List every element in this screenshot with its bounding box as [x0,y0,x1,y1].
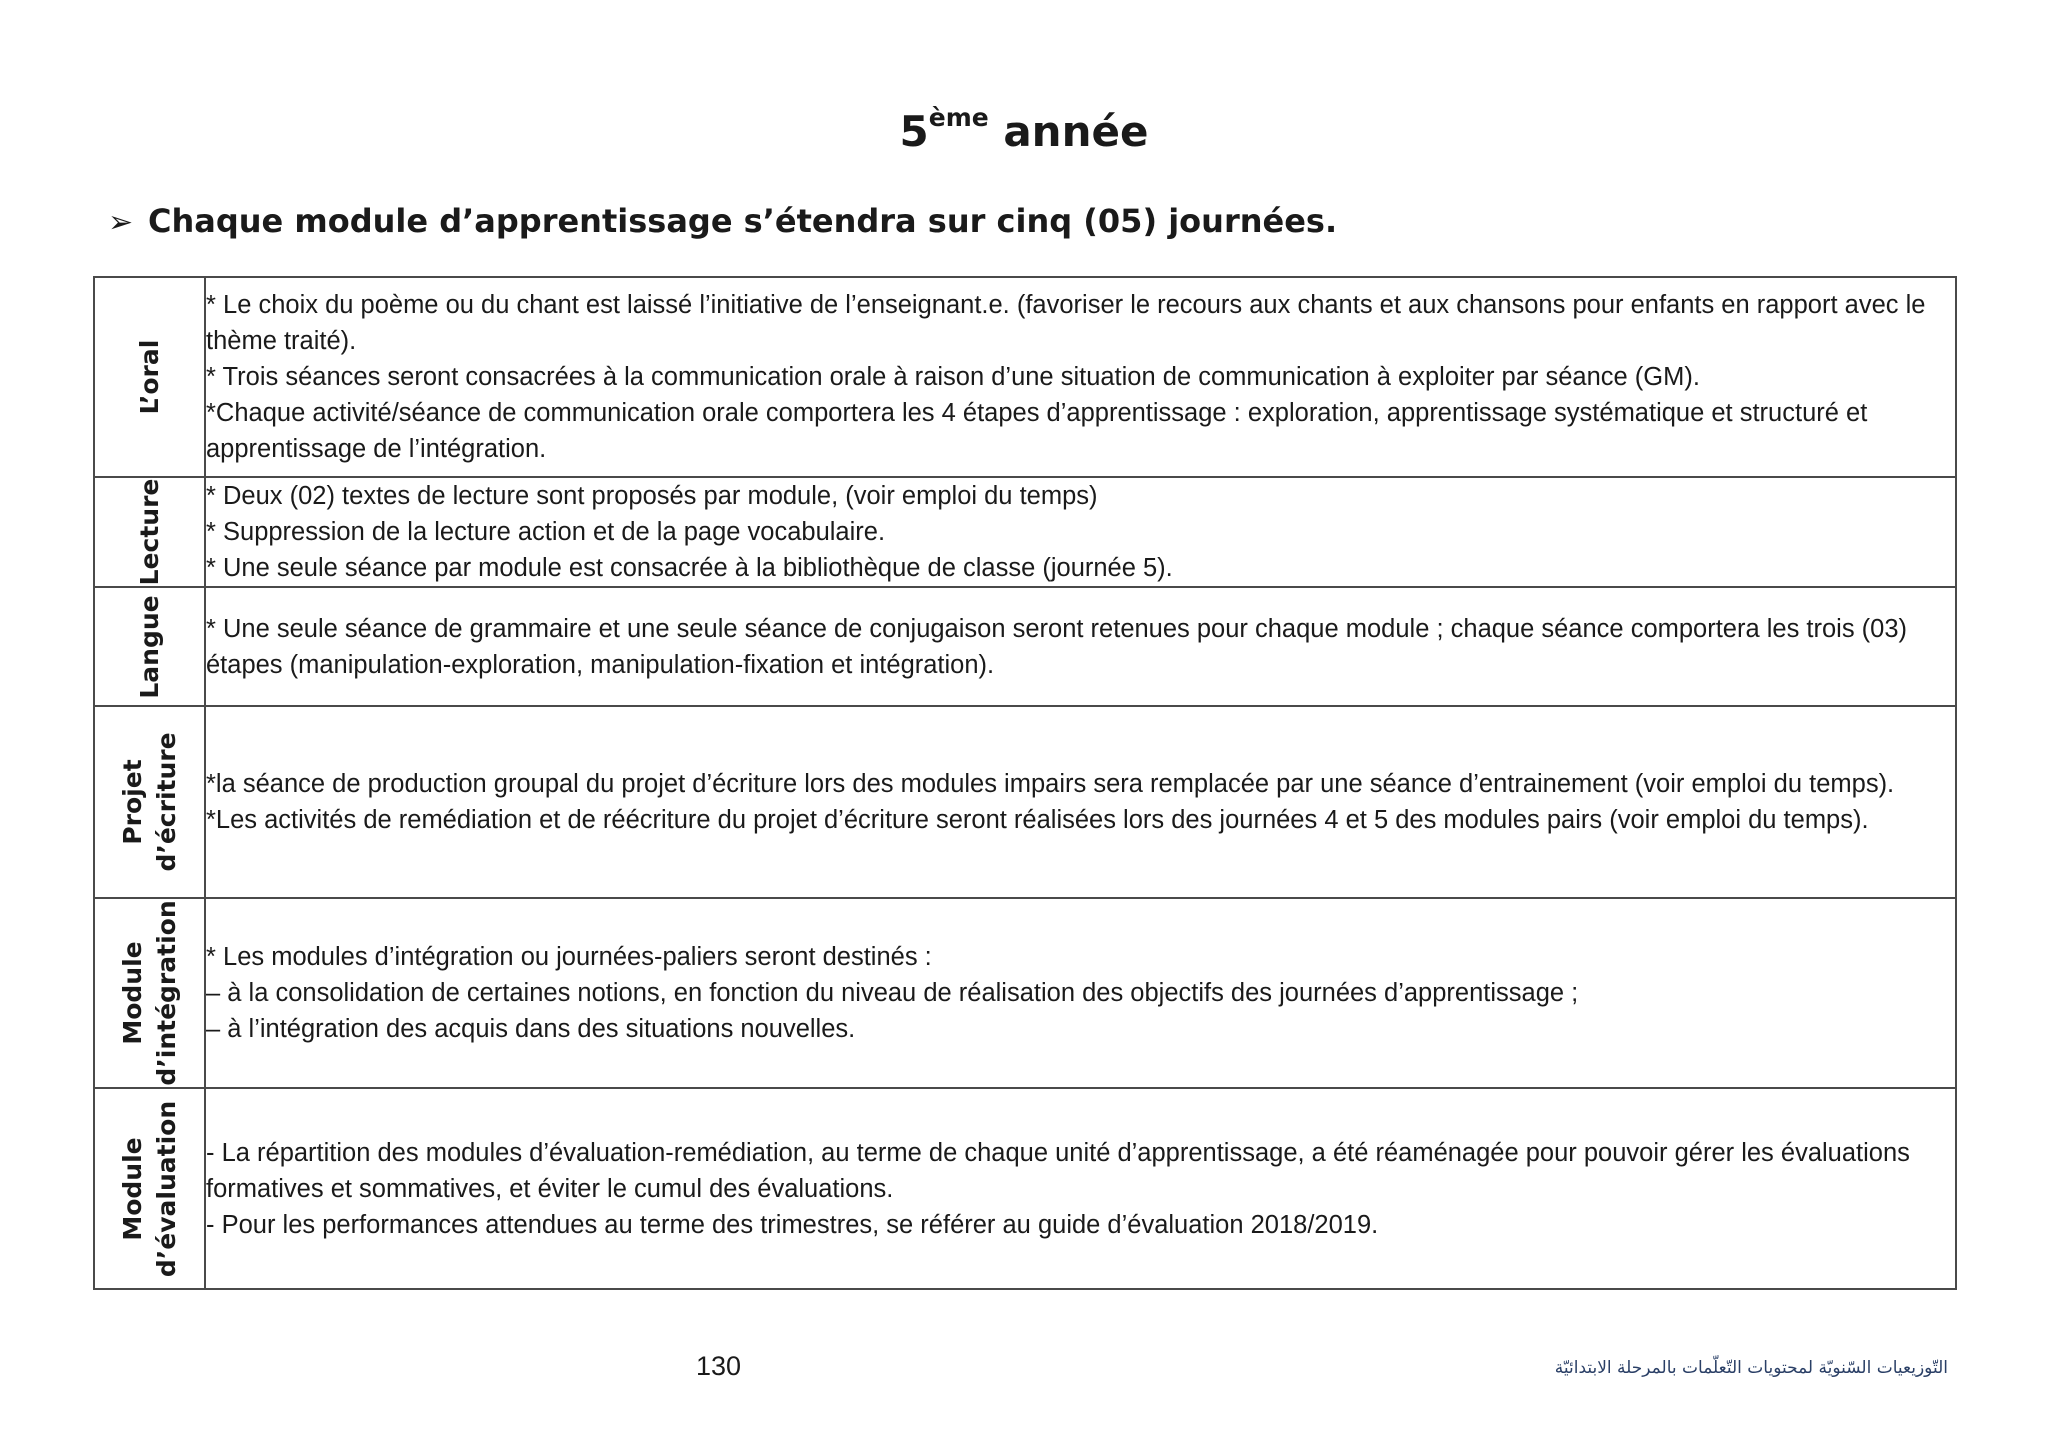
page-number: 130 [696,1351,742,1381]
content-line: - Pour les performances attendues au terme des trimestres, se référer au guide d’évaluation 2018/2019. [206,1210,1379,1239]
row-label-module-evaluation: Module d’évaluation [117,1100,181,1277]
row-label-cell [94,898,205,1088]
row-label-cell [94,1088,205,1289]
arrow-bullet-icon: ➢ [108,205,134,240]
table-row [94,587,1956,706]
content-line: * Les modules d’intégration ou journées-paliers seront destinés : [206,943,932,971]
content-line: – à l’intégration des acquis dans des situations nouvelles. [206,1015,856,1043]
table-row [94,898,1956,1088]
content-line: * Une seule séance par module est consacrée à la bibliothèque de classe (journée 5). [206,554,1173,582]
page-title [0,104,2048,160]
row-content-cell [205,706,1956,898]
row-label-lecture: Lecture [134,478,164,586]
table-row [94,477,1956,587]
content-line: * Le choix du poème ou du chant est laissé l’initiative de l’enseignant.e. (favoriser le recours aux chants et aux chansons pour enfants en rapport avec le thème traité). [206,291,1926,355]
row-content-cell [205,587,1956,706]
table-row [94,706,1956,898]
title-number: 5 [899,107,929,156]
content-line: * Suppression de la lecture action et de la page vocabulaire. [206,518,886,546]
row-label-cell [94,477,205,587]
content-line: * Trois séances seront consacrées à la communication orale à raison d’une situation de communication à exploiter par séance (GM). [206,363,1700,391]
table-row [94,1088,1956,1289]
row-content-cell [205,277,1956,477]
row-label-cell [94,706,205,898]
intro-text: Chaque module d’apprentissage s’étendra sur cinq (05) journées. [148,202,1338,240]
content-line: - La répartition des modules d’évaluation-remédiation, au terme de chaque unité d’apprentissage, a été réaménagée pour pouvoir gérer les évaluations formatives et sommatives, et éviter le cumul des évaluations. [206,1138,1910,1203]
row-content-cell [205,898,1956,1088]
content-line: *Les activités de remédiation et de réécriture du projet d’écriture seront réalisées lors des journées 4 et 5 des modules pairs (voir emploi du temps). [206,806,1869,834]
footer-caption: التّوزيعيات السّنويّة لمحتويات التّعلّمات بالمرحلة الابتدائيّة [1554,1358,1948,1378]
row-label-cell [94,277,205,477]
intro-statement [108,198,1988,246]
title-superscript: ème [928,103,989,132]
organization-table [93,276,1957,1290]
content-line: – à la consolidation de certaines notions, en fonction du niveau de réalisation des objectifs des journées d’apprentissage ; [206,979,1579,1007]
table-row [94,277,1956,477]
row-label-cell [94,587,205,706]
content-line: *la séance de production groupal du projet d’écriture lors des modules impairs sera remplacée par une séance d’entrainement (voir emploi du temps). [206,770,1895,798]
row-label-oral: L’oral [134,339,164,415]
row-label-module-integration: Module d’intégration [117,900,181,1086]
content-line: * Une seule séance de grammaire et une seule séance de conjugaison seront retenues pour chaque module ; chaque séance comportera les trois (03) étapes (manipulation-exploration, manipulation-fixation et intégration). [206,614,1908,679]
row-content-cell [205,477,1956,587]
row-content-cell [205,1088,1956,1289]
content-line: *Chaque activité/séance de communication orale comportera les 4 étapes d’apprentissage : exploration, apprentissage systématique et structuré et apprentissage de l’intégration. [206,399,1868,463]
row-label-langue: Langue [134,594,164,699]
content-line: * Deux (02) textes de lecture sont proposés par module, (voir emploi du temps) [206,482,1098,510]
title-word: année [988,107,1149,156]
row-label-projet-ecriture: Projet d’écriture [117,732,181,872]
